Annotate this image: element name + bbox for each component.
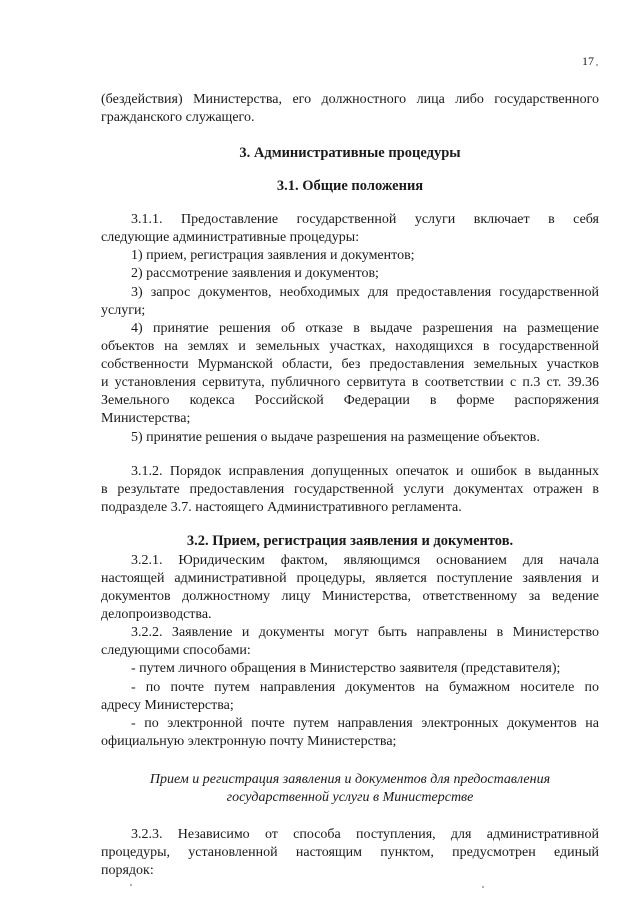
list-item-4-line-5: Земельного кодекса Российской Федерации в форме распоряжения <box>101 393 599 408</box>
para-3-1-2-line-2: в результате предоставления государственной услуги документах отражен в <box>101 482 599 497</box>
list-item-1: 1) прием, регистрация заявления и документов; <box>131 248 415 263</box>
para-3-2-3-line-3: порядок: <box>101 863 154 878</box>
method-2-line-1: - по почте путем направления документов на бумажном носителе по <box>131 680 599 695</box>
page-number: 17 <box>582 54 594 68</box>
para-3-2-2-line-1: 3.2.2. Заявление и документы могут быть направлены в Министерство <box>131 625 599 640</box>
para-3-2-3-line-1: 3.2.3. Независимо от способа поступления, для административной <box>131 827 599 842</box>
list-item-4-line-6: Министерства; <box>101 411 191 426</box>
para-3-2-1-line-4: делопроизводства. <box>101 607 212 622</box>
list-item-4-line-1: 4) принятие решения об отказе в выдаче разрешения на размещение <box>131 321 599 336</box>
intro-line-2: гражданского служащего. <box>101 110 255 125</box>
para-3-1-2-line-3: подразделе 3.7. настоящего Административного регламента. <box>101 500 462 515</box>
scan-speck <box>482 886 484 888</box>
intro-line-1: (бездействия) Министерства, его должностного лица либо государственного <box>101 92 599 107</box>
para-3-2-1-line-2: настоящей административной процедуры, является поступление заявления и <box>101 571 599 586</box>
para-3-1-1-line-1: 3.1.1. Предоставление государственной услуги включает в себя <box>131 212 599 227</box>
list-item-3-line-1: 3) запрос документов, необходимых для предоставления государственной <box>131 285 599 300</box>
method-3-line-2: официальную электронную почту Министерства; <box>101 734 397 749</box>
para-3-1-1-line-2: следующие административные процедуры: <box>101 230 360 245</box>
list-item-4-line-3: собственности Мурманской области, без предоставления земельных участков <box>101 357 599 372</box>
method-1: - путем личного обращения в Министерство заявителя (представителя); <box>131 661 561 676</box>
italic-heading-line-1: Прием и регистрация заявления и документов для предоставления <box>149 772 551 787</box>
para-3-1-2-line-1: 3.1.2. Порядок исправления допущенных опечаток и ошибок в выданных <box>131 464 599 479</box>
method-2-line-2: адресу Министерства; <box>101 698 234 713</box>
list-item-4-line-2: объектов на землях и земельных участках, находящихся в государственной <box>101 339 599 354</box>
list-item-3-line-2: услуги; <box>101 303 146 318</box>
para-3-2-3-line-2: процедуры, установленной настоящим пунктом, предусмотрен единый <box>101 845 599 860</box>
scan-speck <box>130 884 132 886</box>
list-item-2: 2) рассмотрение заявления и документов; <box>131 266 379 281</box>
section-3-1-heading: 3.1. Общие положения <box>276 178 424 194</box>
section-3-2-heading: 3.2. Прием, регистрация заявления и документов. <box>186 533 514 549</box>
para-3-2-1-line-3: документов должностному лицу Министерства, ответственному за ведение <box>101 589 599 604</box>
list-item-4-line-4: и установления сервитута, публичного сервитута в соответствии с п.3 ст. 39.36 <box>101 375 599 390</box>
scan-speck <box>596 64 598 66</box>
para-3-2-1-line-1: 3.2.1. Юридическим фактом, являющимся основанием для начала <box>131 553 599 568</box>
para-3-2-2-line-2: следующими способами: <box>101 643 251 658</box>
method-3-line-1: - по электронной почте путем направления электронных документов на <box>131 716 599 731</box>
italic-heading-line-2: государственной услуги в Министерстве <box>226 790 474 805</box>
section-3-heading: 3. Административные процедуры <box>239 145 461 161</box>
list-item-5: 5) принятие решения о выдаче разрешения на размещение объектов. <box>131 430 540 445</box>
